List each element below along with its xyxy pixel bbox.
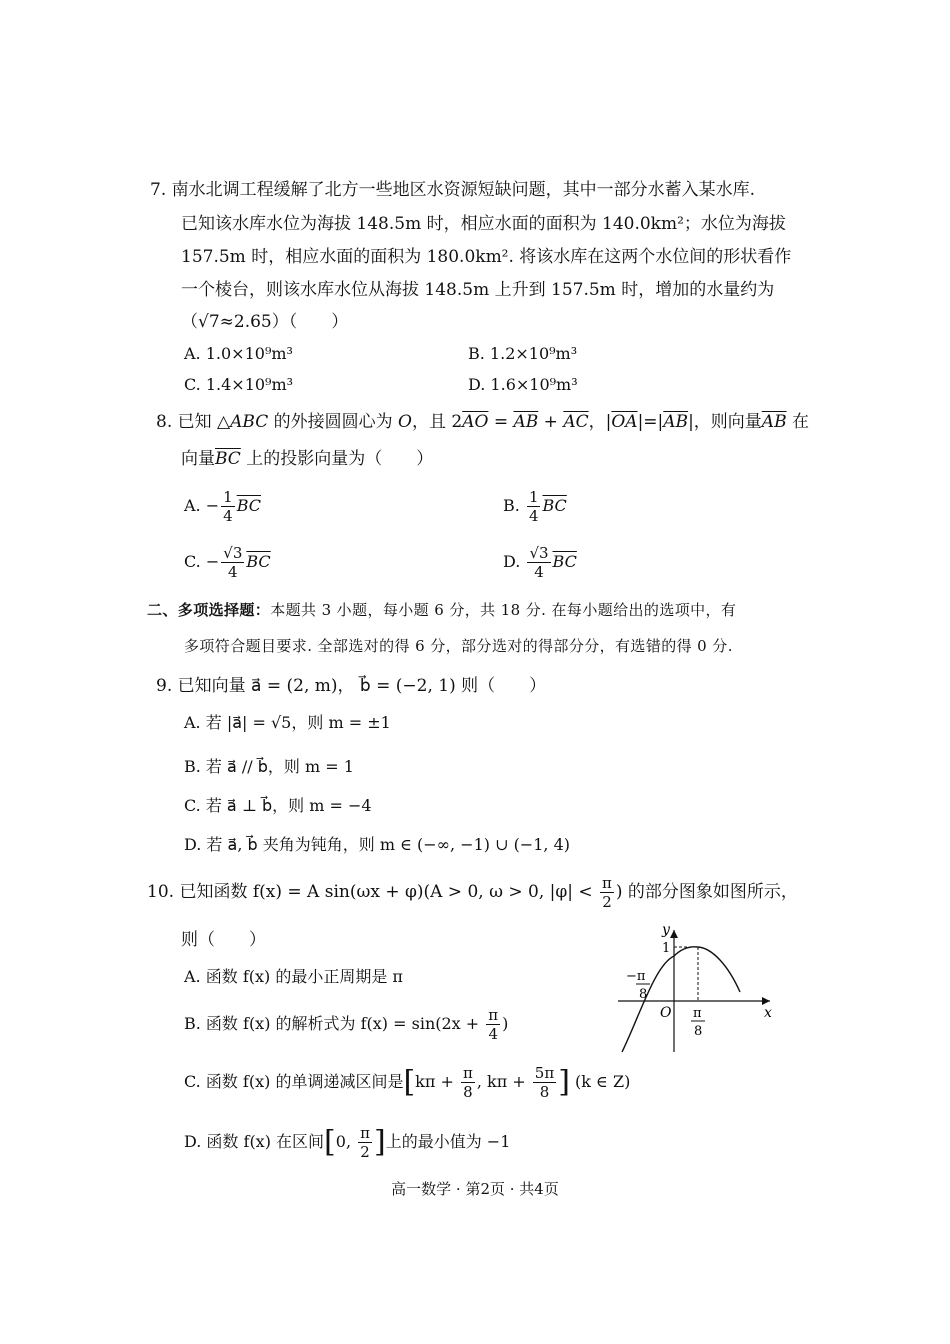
q7-option-d: D. 1.6×10⁹m³ <box>468 375 578 394</box>
q8-line-2: 向量$\overline{BC}$ 上的投影向量为（ ） <box>181 449 434 469</box>
q9-option-d: D. 若 a⃗, b⃗ 夹角为钝角，则 m ∈ (−∞, −1) ∪ (−1, 4) <box>184 835 570 854</box>
q7-line-5: （√7≈2.65）（ ） <box>181 312 349 332</box>
x-axis-arrow <box>762 997 770 1005</box>
q10-option-a: A. 函数 f(x) 的最小正周期是 π <box>184 967 403 986</box>
q10-option-c: C. 函数 f(x) 的单调递减区间是[kπ + $\frac{\pi}{8}$ , kπ + $\frac{5\pi}{8}$ ] (k ∈ Z) <box>184 1064 631 1101</box>
q7-option-c: C. 1.4×10⁹m³ <box>184 375 294 394</box>
q8-line-1: 8. 已知 △ABC 的外接圆圆心为 O，且 $2\overline{AO} = \overline{AB} + \overline{AC}$，$|\overline{OA}|=|\overline{AB}|$，则向量$\overline{AB}$ 在 <box>156 412 809 432</box>
q9-option-c: C. 若 a⃗ ⊥ b⃗，则 m = −4 <box>184 796 372 815</box>
q7-line-1: 7. 南水北调工程缓解了北方一些地区水资源短缺问题，其中一部分水蓄入某水库. <box>150 180 756 200</box>
section-2-instructions: 多项符合题目要求. 全部选对的得 6 分，部分选对的得部分分，有选错的得 0 分. <box>184 637 733 655</box>
q7-option-a: A. 1.0×10⁹m³ <box>184 344 293 363</box>
y-axis-label: y <box>662 922 670 938</box>
section-2-header: 二、多项选择题：本题共 3 小题，每小题 6 分，共 18 分. 在每小题给出的选项中，有 <box>147 601 737 619</box>
q10-option-d: D. 函数 f(x) 在区间[0, $\frac{\pi}{2}$ ]上的最小值为 −1 <box>184 1124 511 1161</box>
pi-denominator: 8 <box>694 1024 703 1039</box>
q8-option-c: C. − $\frac{√3}{4}$ $\overline{BC}$ <box>184 544 271 581</box>
q9-stem: 9. 已知向量 a⃗ = (2, m)， b⃗ = (−2, 1) 则（ ） <box>156 676 547 696</box>
q8-option-a: A. − $\frac{1}{4}$ $\overline{BC}$ <box>184 488 261 525</box>
q9-option-a: A. 若 |a⃗| = √5，则 m = ±1 <box>184 713 391 732</box>
neg-pi-denominator: 8 <box>639 987 648 1002</box>
q10-option-b: B. 函数 f(x) 的解析式为 f(x) = sin(2x + $\frac{\pi}{4}$ ) <box>184 1006 509 1043</box>
neg-pi-label: −π <box>626 969 646 984</box>
page-footer: 高一数学 · 第2页 · 共4页 <box>391 1180 559 1198</box>
q10-stem-2: 则（ ） <box>181 930 266 950</box>
x-axis-label: x <box>764 1005 772 1021</box>
q8-option-d: D. $\frac{√3}{4}$ $\overline{BC}$ <box>503 544 577 581</box>
y-axis-arrow <box>670 930 678 938</box>
q7-line-2: 已知该水库水位为海拔 148.5m 时，相应水面的面积为 140.0km²；水位为海拔 <box>181 214 786 234</box>
q7-line-3: 157.5m 时，相应水面的面积为 180.0km². 将该水库在这两个水位间的形状看作 <box>181 247 792 267</box>
max-value-label: 1 <box>662 941 671 956</box>
sine-graph <box>600 920 790 1060</box>
q7-option-b: B. 1.2×10⁹m³ <box>468 344 578 363</box>
pi-label: π <box>693 1006 702 1021</box>
origin-label: O <box>660 1005 672 1021</box>
q7-line-4: 一个棱台，则该水库水位从海拔 148.5m 上升到 157.5m 时，增加的水量约为 <box>181 280 775 300</box>
q9-option-b: B. 若 a⃗ // b⃗，则 m = 1 <box>184 757 354 776</box>
q8-option-b: B. $\frac{1}{4}$ $\overline{BC}$ <box>503 488 567 525</box>
q10-stem: 10. 已知函数 f(x) = A sin(ωx + φ)(A > 0, ω > 0, |φ| < $\frac{\pi}{2}$ ) 的部分图象如图所示， <box>147 874 798 911</box>
